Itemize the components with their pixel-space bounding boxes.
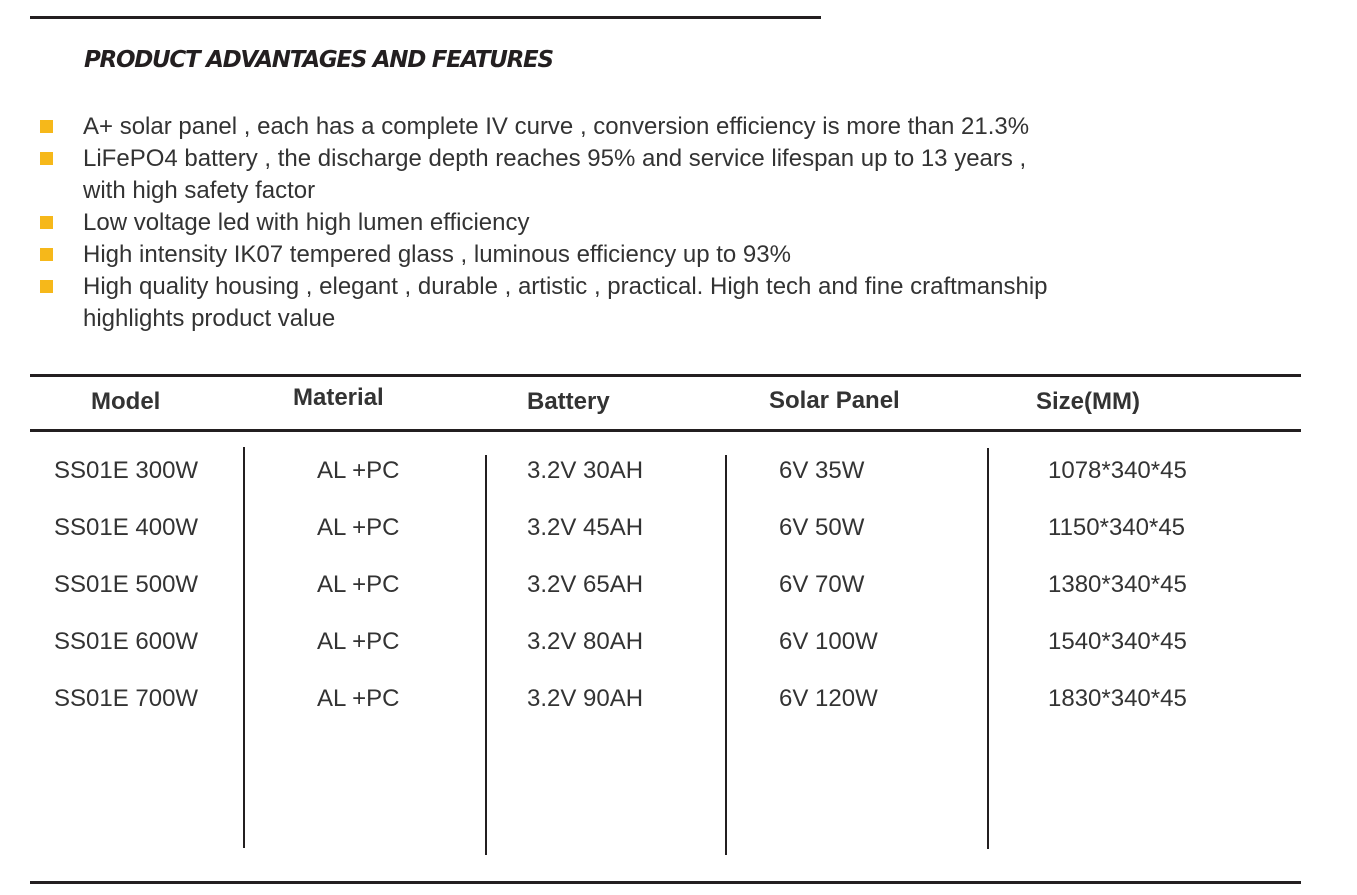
column-divider [485, 455, 487, 855]
column-divider [725, 455, 727, 855]
cell-model: SS01E 700W [54, 685, 199, 712]
cell-model: SS01E 300W [54, 457, 199, 484]
column-divider [243, 447, 245, 848]
cell-material: AL +PC [317, 685, 400, 712]
feature-text-line: High intensity IK07 tempered glass , luminous efficiency up to 93% [83, 241, 791, 268]
column-header-material: Material [293, 384, 384, 411]
cell-solar-panel: 6V 50W [779, 514, 865, 541]
table-header-rule [30, 429, 1301, 432]
section-title: PRODUCT ADVANTAGES AND FEATURES [84, 47, 553, 73]
column-header-model: Model [91, 388, 161, 415]
feature-text-line: A+ solar panel , each has a complete IV curve , conversion efficiency is more than 21.3% [83, 113, 1030, 140]
bullet-square-icon [40, 120, 53, 133]
cell-model: SS01E 600W [54, 628, 199, 655]
bullet-square-icon [40, 280, 53, 293]
cell-material: AL +PC [317, 457, 400, 484]
feature-item [40, 239, 1290, 271]
cell-size: 1380*340*45 [1048, 571, 1187, 598]
cell-material: AL +PC [317, 571, 400, 598]
bullet-square-icon [40, 216, 53, 229]
column-divider [987, 448, 989, 849]
cell-model: SS01E 400W [54, 514, 199, 541]
feature-item [40, 271, 1290, 335]
table-bottom-rule [30, 881, 1301, 884]
feature-text-line: LiFePO4 battery , the discharge depth reaches 95% and service lifespan up to 13 years , [83, 145, 1027, 172]
cell-solar-panel: 6V 120W [779, 685, 878, 712]
cell-size: 1830*340*45 [1048, 685, 1187, 712]
feature-item [40, 207, 1290, 239]
feature-text-line: High quality housing , elegant , durable , artistic , practical. High tech and fine craftmanship [83, 273, 1048, 300]
cell-material: AL +PC [317, 514, 400, 541]
feature-text-line: with high safety factor [83, 177, 316, 204]
cell-battery: 3.2V 30AH [527, 457, 644, 484]
feature-item [40, 143, 1290, 207]
cell-size: 1078*340*45 [1048, 457, 1187, 484]
feature-item [40, 111, 1290, 143]
top-divider [30, 16, 821, 19]
column-header-solar-panel: Solar Panel [769, 387, 900, 414]
cell-battery: 3.2V 90AH [527, 685, 644, 712]
cell-model: SS01E 500W [54, 571, 199, 598]
bullet-square-icon [40, 248, 53, 261]
cell-battery: 3.2V 80AH [527, 628, 644, 655]
table-top-rule [30, 374, 1301, 377]
bullet-square-icon [40, 152, 53, 165]
feature-text-line: highlights product value [83, 305, 336, 332]
column-header-size: Size(MM) [1036, 388, 1140, 415]
column-header-battery: Battery [527, 388, 610, 415]
feature-list [40, 111, 1290, 335]
cell-battery: 3.2V 65AH [527, 571, 644, 598]
cell-battery: 3.2V 45AH [527, 514, 644, 541]
feature-text-line: Low voltage led with high lumen efficiency [83, 209, 530, 236]
cell-material: AL +PC [317, 628, 400, 655]
cell-solar-panel: 6V 70W [779, 571, 865, 598]
cell-size: 1540*340*45 [1048, 628, 1187, 655]
cell-solar-panel: 6V 35W [779, 457, 865, 484]
cell-solar-panel: 6V 100W [779, 628, 878, 655]
cell-size: 1150*340*45 [1048, 514, 1186, 541]
